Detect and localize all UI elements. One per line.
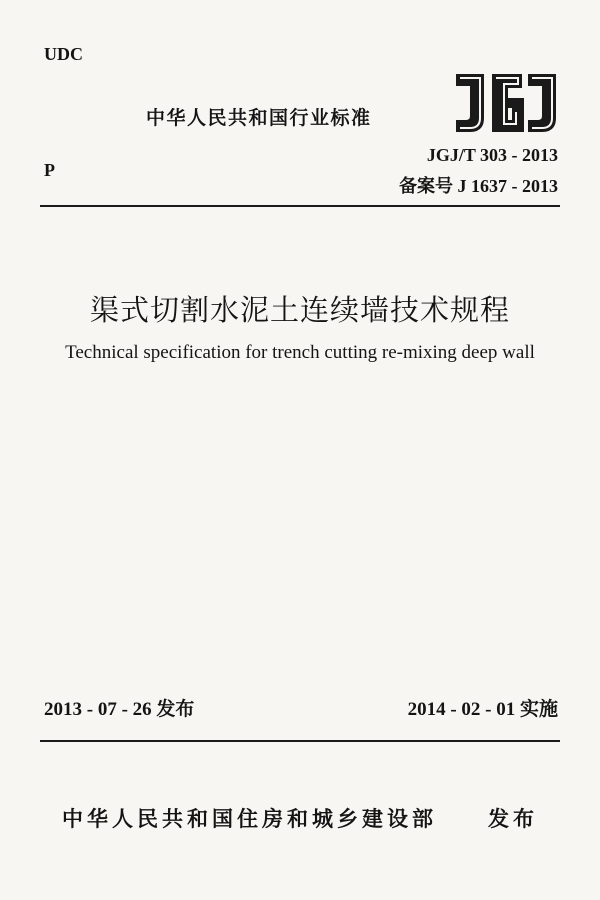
udc-label: UDC: [44, 44, 83, 64]
bottom-divider: [40, 740, 560, 742]
classification-label: P: [44, 160, 55, 180]
effective-date: 2014 - 02 - 01 实施: [407, 699, 558, 720]
document-title-chinese: 渠式切割水泥土连续墙技术规程: [89, 293, 510, 327]
publisher-action: 发布: [488, 807, 538, 831]
industry-standard-heading: 中华人民共和国行业标准: [146, 107, 372, 129]
standard-code: JGJ/T 303 - 2013: [426, 145, 558, 165]
filing-number: 备案号 J 1637 - 2013: [399, 176, 558, 196]
jgj-logo: [450, 70, 562, 136]
publisher-name: 中华人民共和国住房和城乡建设部: [62, 807, 437, 831]
document-title-english: Technical specification for trench cutting re-mixing deep wall: [65, 342, 535, 363]
top-divider: [40, 205, 560, 207]
issue-date: 2013 - 07 - 26 发布: [44, 699, 195, 720]
